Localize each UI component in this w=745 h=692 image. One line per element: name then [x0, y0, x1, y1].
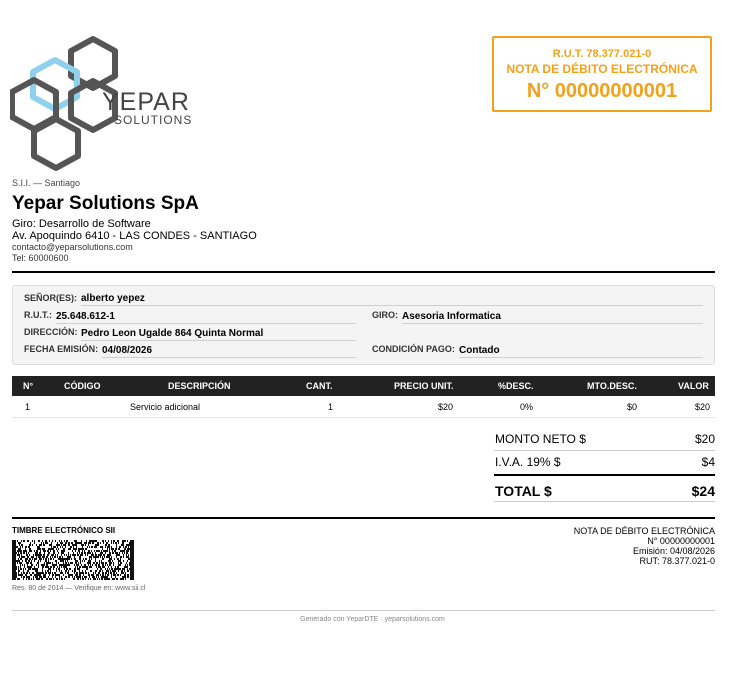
- logo-sub: SOLUTIONS: [114, 113, 193, 127]
- pdf417-barcode: [12, 540, 134, 580]
- divider: [494, 501, 715, 502]
- timbre-title: TIMBRE ELECTRÓNICO SII: [12, 526, 116, 535]
- col-precio: PRECIO UNIT.: [394, 381, 454, 391]
- doc-rut: R.U.T. 78.377.021-0: [552, 48, 652, 60]
- rut-label: R.U.T.:: [24, 310, 52, 320]
- footer-doc-type: NOTA DE DÉBITO ELECTRÓNICA: [573, 526, 715, 536]
- cell-desc: 0%: [519, 402, 533, 412]
- iva-value: $4: [701, 455, 715, 469]
- col-cant: CANT.: [306, 381, 333, 391]
- rut-value: 25.648.612-1: [56, 311, 115, 322]
- senor-value: alberto yepez: [81, 293, 145, 304]
- cell-descripcion: Servicio adicional: [130, 402, 201, 412]
- receiver-box: [12, 285, 715, 365]
- neto-value: $20: [694, 432, 715, 446]
- col-desc: %DESC.: [498, 381, 534, 391]
- generated-note: Generado con YeparDTE · yeparsolutions.com: [300, 616, 445, 623]
- document-type-box: [492, 36, 712, 112]
- col-descripcion: DESCRIPCIÓN: [168, 381, 231, 391]
- col-mtodesc: MTO.DESC.: [587, 381, 637, 391]
- res-text: Res. 80 de 2014 — Verifique en: www.sii.cl: [12, 585, 146, 592]
- table-row: [12, 397, 715, 418]
- col-codigo: CÓDIGO: [64, 381, 101, 391]
- total-value: $24: [691, 483, 715, 499]
- total-label: TOTAL $: [495, 483, 552, 499]
- divider: [12, 517, 715, 519]
- sii-office: S.I.I. — Santiago: [12, 178, 81, 188]
- issuer-email: contacto@yeparsolutions.com: [12, 242, 133, 252]
- dir-value: Pedro Leon Ugalde 864 Quinta Normal: [81, 328, 264, 339]
- cell-cant: 1: [328, 402, 334, 412]
- giro-label: GIRO:: [372, 310, 398, 320]
- fecha-value: 04/08/2026: [102, 345, 153, 356]
- divider: [12, 610, 715, 611]
- divider: [494, 450, 715, 451]
- cell-valor: $20: [694, 402, 710, 412]
- divider: [494, 474, 715, 476]
- col-valor: VALOR: [678, 381, 709, 391]
- issuer-address: Av. Apoquindo 6410 - LAS CONDES - SANTIAGO: [12, 230, 257, 242]
- cell-n: 1: [25, 402, 31, 412]
- footer-rut: RUT: 78.377.021-0: [639, 556, 715, 566]
- fecha-label: FECHA EMISIÓN:: [24, 344, 99, 354]
- doc-type: NOTA DE DÉBITO ELECTRÓNICA: [506, 62, 698, 76]
- senor-label: SEÑOR(ES):: [24, 293, 78, 303]
- footer-doc-number: N° 00000000001: [647, 536, 715, 546]
- divider: [12, 271, 715, 273]
- neto-label: MONTO NETO $: [495, 432, 586, 446]
- dir-label: DIRECCIÓN:: [24, 327, 78, 337]
- issuer-name: Yepar Solutions SpA: [12, 193, 199, 214]
- footer-doc-info: [574, 526, 715, 566]
- col-n: N°: [23, 381, 34, 391]
- pago-value: Contado: [459, 345, 500, 356]
- giro-value: Asesoria Informatica: [402, 311, 501, 322]
- items-table-header: [12, 376, 715, 396]
- issuer-giro: Giro: Desarrollo de Software: [12, 218, 151, 230]
- iva-label: I.V.A. 19% $: [495, 455, 561, 469]
- pago-label: CONDICIÓN PAGO:: [372, 344, 455, 354]
- footer-emission: Emisión: 04/08/2026: [632, 546, 715, 556]
- cell-precio: $20: [437, 402, 453, 412]
- doc-number: N° 00000000001: [526, 80, 678, 102]
- logo-brand: YEPAR: [102, 88, 190, 116]
- company-logo: [10, 36, 220, 172]
- issuer-tel: Tel: 60000600: [12, 253, 69, 263]
- cell-mtodesc: $0: [626, 402, 637, 412]
